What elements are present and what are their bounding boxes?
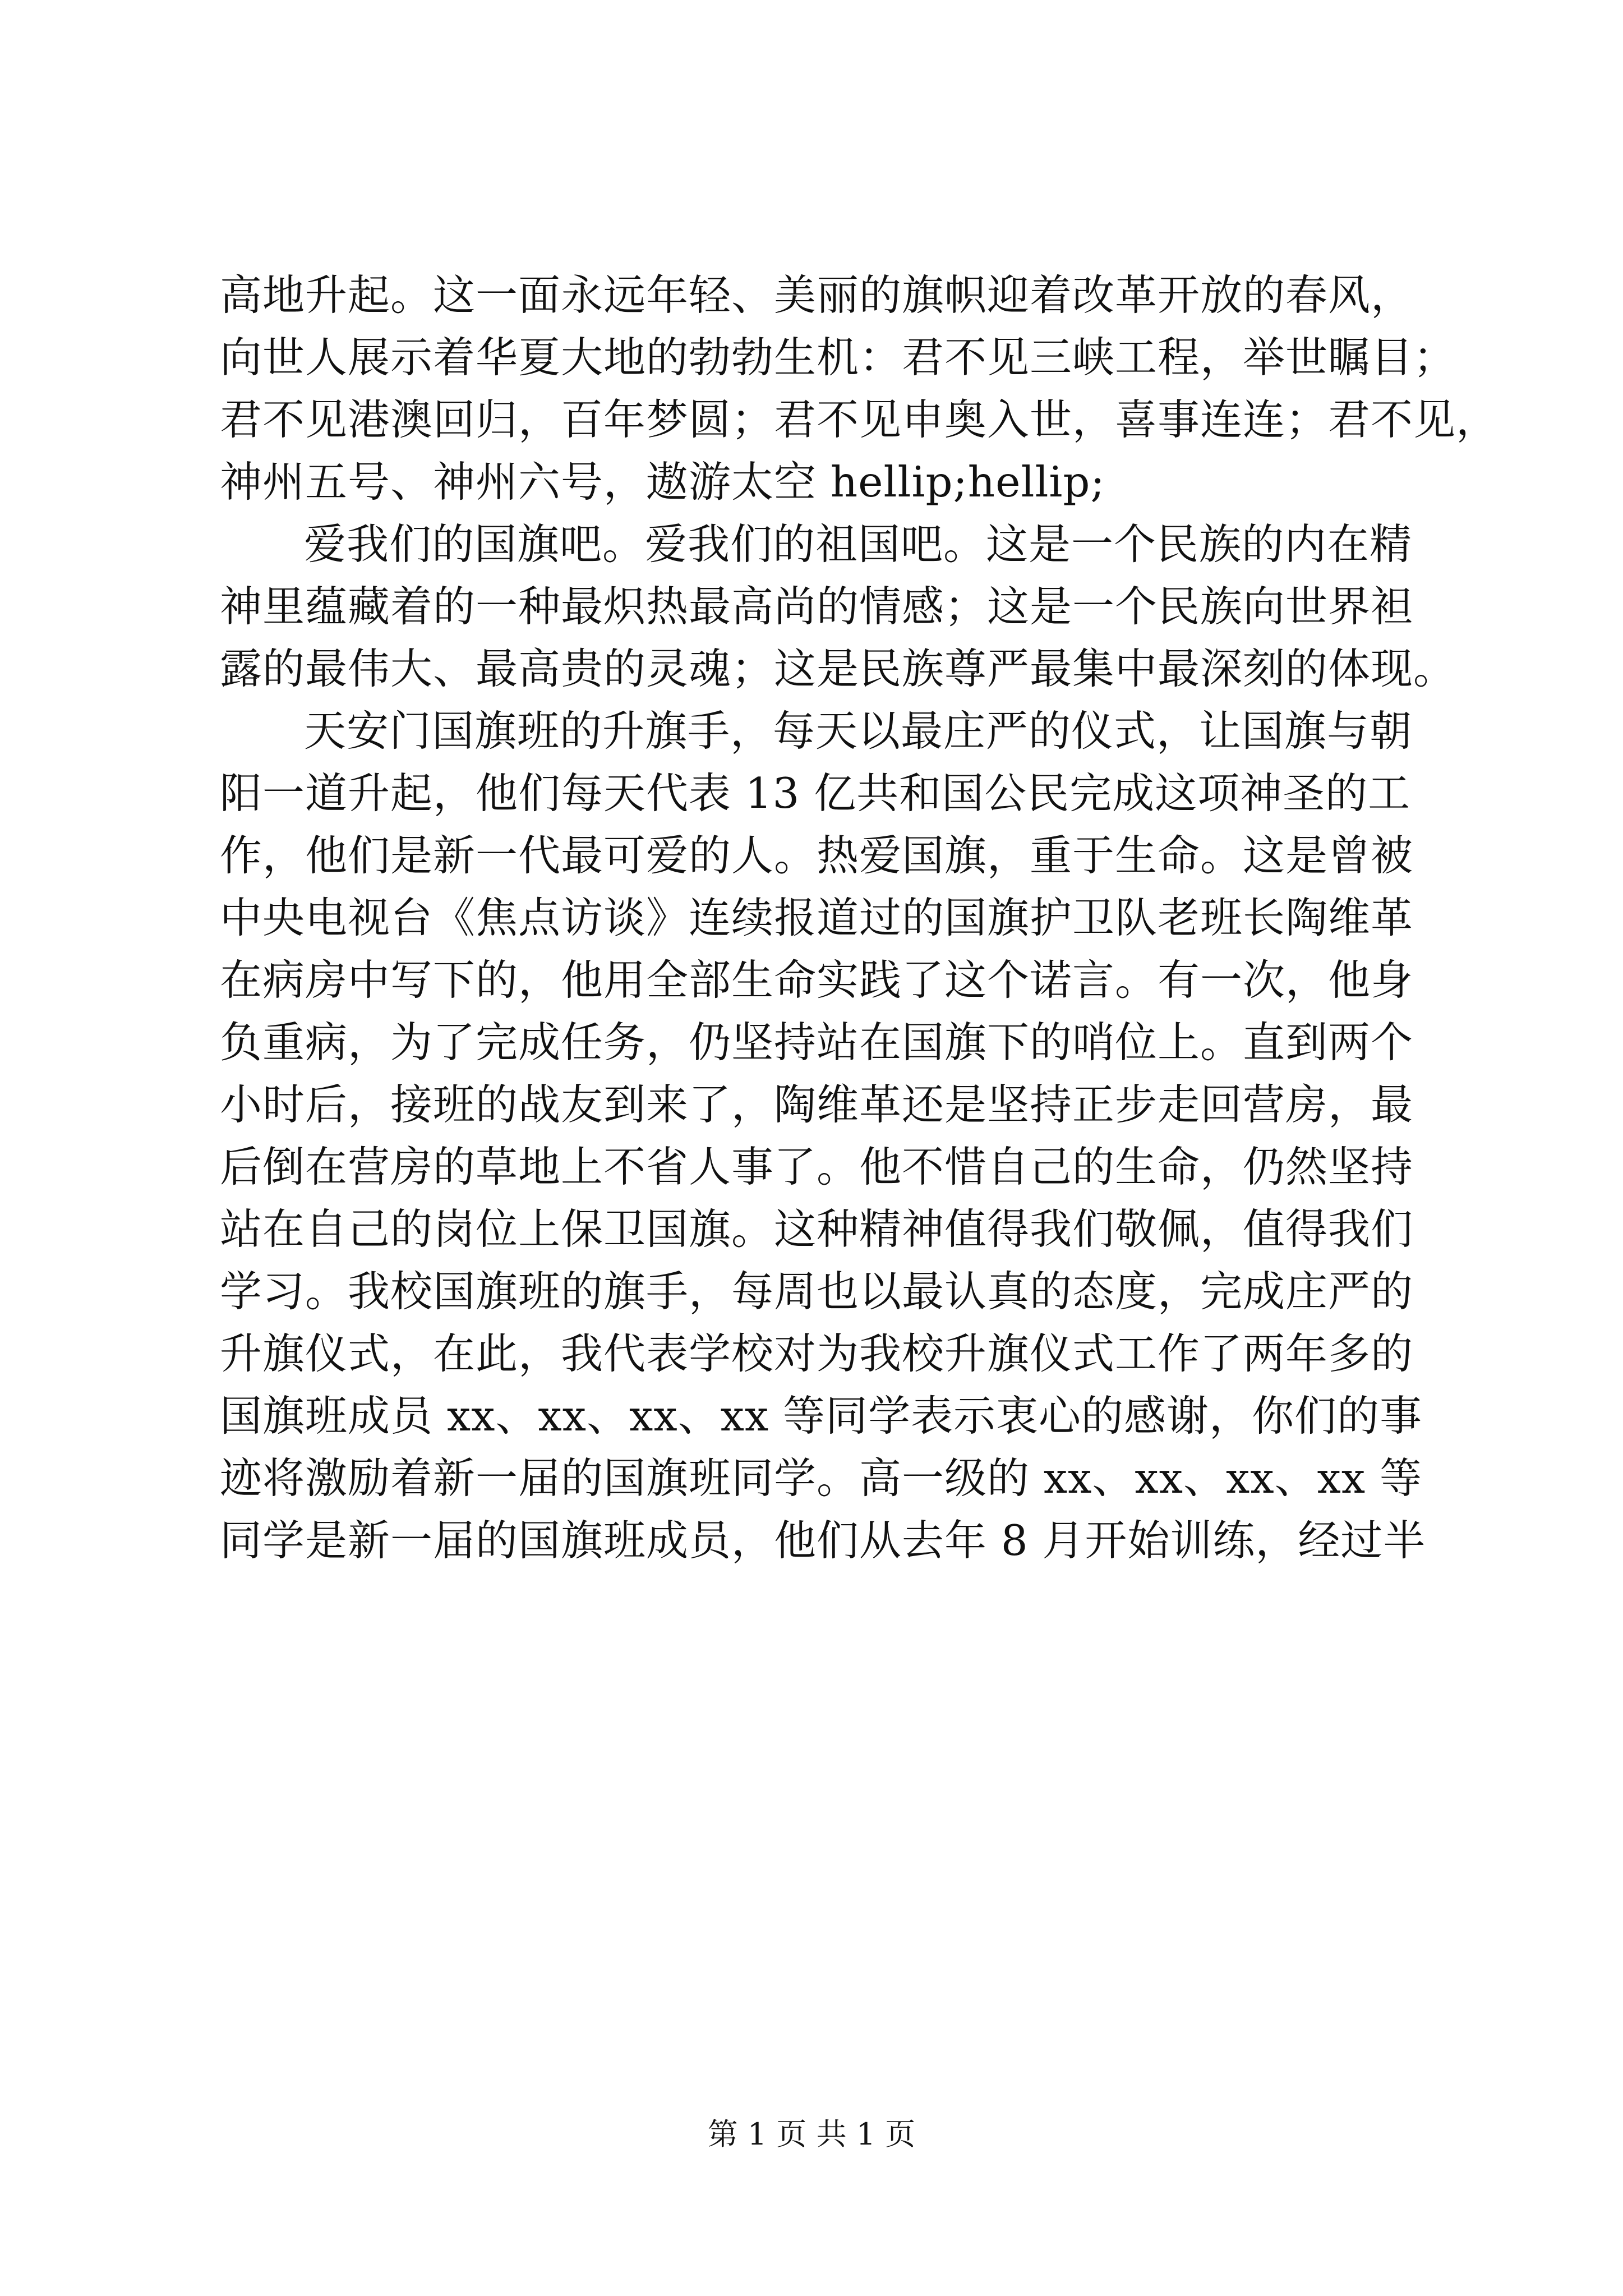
- document-body: [220, 264, 1499, 1572]
- text-line: 迹将激励着新一届的国旗班同学。高一级的 xx、xx、xx、xx 等: [220, 1453, 1423, 1503]
- text-line: 学习。我校国旗班的旗手，每周也以最认真的态度，完成庄严的: [220, 1267, 1414, 1316]
- text-line: 神里蕴藏着的一种最炽热最高尚的情感；这是一个民族向世界袒: [220, 582, 1414, 631]
- text-line: 神州五号、神州六号，遨游太空 hellip;hellip;: [220, 457, 1105, 507]
- text-line: 在病房中写下的，他用全部生命实践了这个诺言。有一次，他身: [220, 955, 1414, 1005]
- text-line: 阳一道升起，他们每天代表 13 亿共和国公民完成这项神圣的工: [220, 769, 1411, 818]
- text-line: 露的最伟大、最高贵的灵魂；这是民族尊严最集中最深刻的体现。: [220, 644, 1456, 693]
- text-line-paragraph-start: 爱我们的国旗吧。爱我们的祖国吧。这是一个民族的内在精: [304, 519, 1413, 569]
- text-line: 站在自己的岗位上保卫国旗。这种精神值得我们敬佩，值得我们: [220, 1204, 1414, 1254]
- text-line: 升旗仪式，在此，我代表学校对为我校升旗仪式工作了两年多的: [220, 1329, 1414, 1378]
- text-line: 负重病，为了完成任务，仍坚持站在国旗下的哨位上。直到两个: [220, 1018, 1414, 1067]
- text-line: 作，他们是新一代最可爱的人。热爱国旗，重于生命。这是曾被: [220, 831, 1414, 880]
- text-line-paragraph-start: 天安门国旗班的升旗手，每天以最庄严的仪式，让国旗与朝: [304, 706, 1413, 756]
- text-line: 后倒在营房的草地上不省人事了。他不惜自己的生命，仍然坚持: [220, 1142, 1414, 1191]
- text-line: 国旗班成员 xx、xx、xx、xx 等同学表示衷心的感谢，你们的事: [220, 1391, 1423, 1441]
- text-line: 向世人展示着华夏大地的勃勃生机：君不见三峡工程，举世瞩目；: [220, 333, 1456, 382]
- page-number-label: 第 1 页 共 1 页: [707, 2116, 916, 2152]
- text-line: 君不见港澳回归，百年梦圆；君不见申奥入世，喜事连连；君不见，: [220, 395, 1499, 444]
- text-line: 中央电视台《焦点访谈》连续报道过的国旗护卫队老班长陶维革: [220, 893, 1414, 942]
- text-line: 同学是新一届的国旗班成员，他们从去年 8 月开始训练，经过半: [220, 1516, 1426, 1565]
- text-line: 高地升起。这一面永远年轻、美丽的旗帜迎着改革开放的春风，: [220, 270, 1414, 320]
- text-line: 小时后，接班的战友到来了，陶维革还是坚持正步走回营房，最: [220, 1080, 1414, 1129]
- page-footer: [0, 2115, 1623, 2154]
